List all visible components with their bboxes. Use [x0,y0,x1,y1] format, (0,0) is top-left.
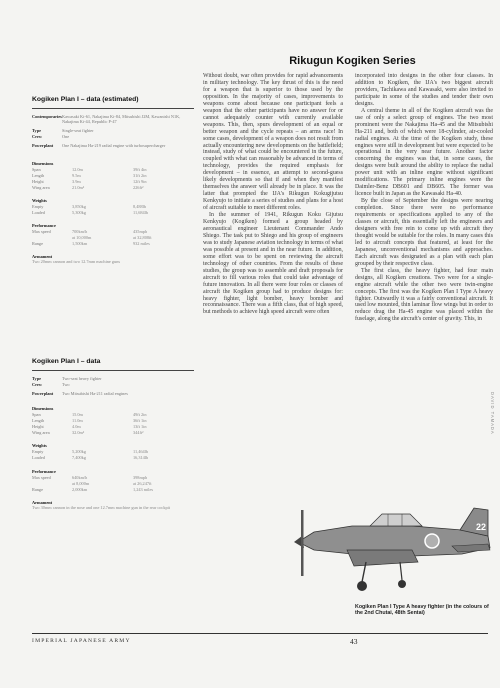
dim-row: Span 15.0m 49ft 2in [32,412,147,418]
sidebar-heading: Kogiken Plan I – data (estimated) [32,96,139,103]
data-sidebar-2 [32,358,194,510]
dim-row: Max speed 640km/h 398mph [32,474,148,480]
paragraph: The first class, the heavy fighter, had four main designs, all Kogiken creations. Two were for a single-engine aircraft while the other two were twin-engine concepts. The first was the Kogiken Plan I Type A heavy fighter. Outwardly it was a fairly conventional aircraft. It used low mounted, thin laminar flow wings but in order to reduce drag the Ha-45 engine was placed within the fuselage, along the aircraft's center of gravity. This, in [355,267,493,323]
sidebar-heading: Kogiken Plan I – data [32,358,101,365]
dim-row: Empty 5,200kg 11,464lb [32,449,148,455]
dim-row: at 8,000m at 26,247ft [72,480,152,486]
spec-row: Crew One [32,134,70,140]
spec-row: Contemporaries Kawasaki Ki-61, Nakajima Ki-84, Mitsubishi J2M, Kawanishi N1K, Nakajima Ki-44, Republic P-47 [32,114,181,125]
paragraph: By the close of September the designs were nearing completion. Since there were no performance requirements or specifications applied to any of the classes or aircraft, this essentially left the engineers and designers with free rein to come up with aircraft they thought would be suitable for the roles. In many cases this led to aircraft concepts that featured, at least for the Japanese, unconventional mechanisms and approaches. Each aircraft was designated as a plan with each plan grouped by their respective class. [355,198,493,267]
dim-row: Range 2,000km 1,243 miles [32,486,154,492]
vertical-credit: DAVID TAMADA [490,392,495,435]
section-label: Weights [32,443,47,449]
dim-row: Height 4.0m 13ft 1in [32,424,147,430]
figure-caption: Kogiken Plan I Type A heavy fighter (in the colours of the 2nd Chutai, 48th Sentai) [355,604,489,617]
divider [32,108,194,109]
spec-row: Powerplant One Nakajima Ha-219 radial engine with turbosupercharger [32,143,166,149]
dim-row: Height 3.9m 12ft 9in [32,178,147,184]
hinomaru-marking [425,534,439,548]
dim-row: Loaded 5,300kg 11,684lb [32,209,148,215]
spec-row: Crew Two [32,381,70,387]
dim-row: Loaded 7,400kg 16,314lb [32,455,149,461]
footer-divider [32,633,488,634]
armament-text: Two 30mm cannon in the nose and one 12.7mm machine gun in the rear cockpit [32,505,170,511]
section-label: Armament [32,499,53,505]
paragraph: A central theme in all of the Kogiken aircraft was the use of only a select group of engines. The two most prominent were the Nakajima Ha-45 and the Mitsubishi Ha-211 and, both of which were 18-cylinder, air-cooled radial engines. At the time of the Kogiken study, these engines were still in development but were expected to be operational in the very near future. Another factor concerning the engines was that, in some cases, the designs were built around the ability to replace the radial power unit with an inline engine without significant modifications. The primary inline engines were the Daimler-Benz DB601 and DB605. The former was licence built in Japan as the Kawasaki Ha-40. [355,107,493,198]
body-column-2 [355,73,493,323]
section-label: Armament [32,254,53,260]
dim-row: Length 9.5m 31ft 2in [32,172,147,178]
armament-text: Two 20mm cannon and two 12.7mm machine guns [32,259,121,265]
dim-row: Max speed 700km/h 435mph [32,229,148,235]
paragraph: incorporated into designs in the other four classes. In addition to Kogiken, the IJA's two biggest aircraft providers, Tachikawa and Kawasaki, were also invited to participate in some of the studies and tender their own designs. [355,73,493,107]
spec-row: Type Two-seat heavy fighter [32,376,102,381]
divider [32,370,194,371]
paragraph: In the summer of 1941, Rikugun Koku Gijutsu Kenkyujo (Kogiken) formed a group headed by aeronautical engineer Lieutenant Commander Ando Shiego. The task put to Shiego and his group of engineers was to study Japanese aviation technology in terms of what was possible at present and in the near future. In addition, some effort was to be spent on reviewing the aircraft technology of other countries. From the results of these studies, the group was to assemble and draft proposals for aircraft to fill various roles that could take advantage of future innovation. In all there were four roles or classes of aircraft the Kogiken group had to produce designs for: heavy fighter, light bomber, heavy bomber and reconnaissance. There was a fifth class, that of high speed, but methods to achieve high speed aircraft were often [203,212,343,316]
section-label: Dimensions [32,160,54,166]
page-number: 43 [350,637,358,646]
dim-row: Wing area 21.0m² 226ft² [32,184,144,190]
dim-row: Empty 3,850kg 8,488lb [32,203,147,209]
dim-row: at 10,000m at 32,808ft [72,235,152,241]
section-label: Performance [32,468,56,474]
spec-row: Type Single-seat fighter [32,128,94,134]
body-column-1 [203,73,343,316]
dim-row: Length 11.0m 36ft 1in [32,418,147,424]
spec-rows [32,114,194,149]
aircraft-illustration [292,490,500,600]
dim-row: Span 12.0m 39ft 4in [32,166,147,172]
data-sidebar-1 [32,96,194,265]
tail-number: 22 [476,522,487,532]
spec-row: Powerplant Two Mitsubishi Ha-211 radial engines [32,391,128,396]
dim-row: Wing area 32.0m² 344ft² [32,430,144,436]
section-label: Weights [32,197,47,203]
section-label: Dimensions [32,406,54,412]
paragraph: Without doubt, war often provides for rapid advancements in military technology. The key thrust of this is the need for a weapon that is superior to those used by the opposition. In the majority of cases, improvements to weapons come about because one participant feels a weapon that the other participants have no answer for or cannot adequately counter with currently available weapons. This, then, spurs development of an equal or better weapon and the cycle repeats – an arms race! In some cases, development of a weapon does not result from actually encountering new developments on the battlefield; instead, study of what could be encountered in the future, coupled with what can reasonably be advanced in terms of technology, provides the required emphasis for development – in essence, an attempt to second-guess likely developments so that if and when they manifest themselves the answer will already be in place. It was the latter that prompted the IJA's Rikugun Kokugijutsu Kenkyujo to initiate a series of studies and plans for a host of aircraft suitable to meet different roles. [203,73,343,212]
section-label: Performance [32,223,56,229]
running-footer-title: IMPERIAL JAPANESE ARMY [32,638,131,644]
article-title: Rikugun Kogiken Series [289,55,416,67]
dim-row: Range 1,500km 932 miles [32,241,150,247]
